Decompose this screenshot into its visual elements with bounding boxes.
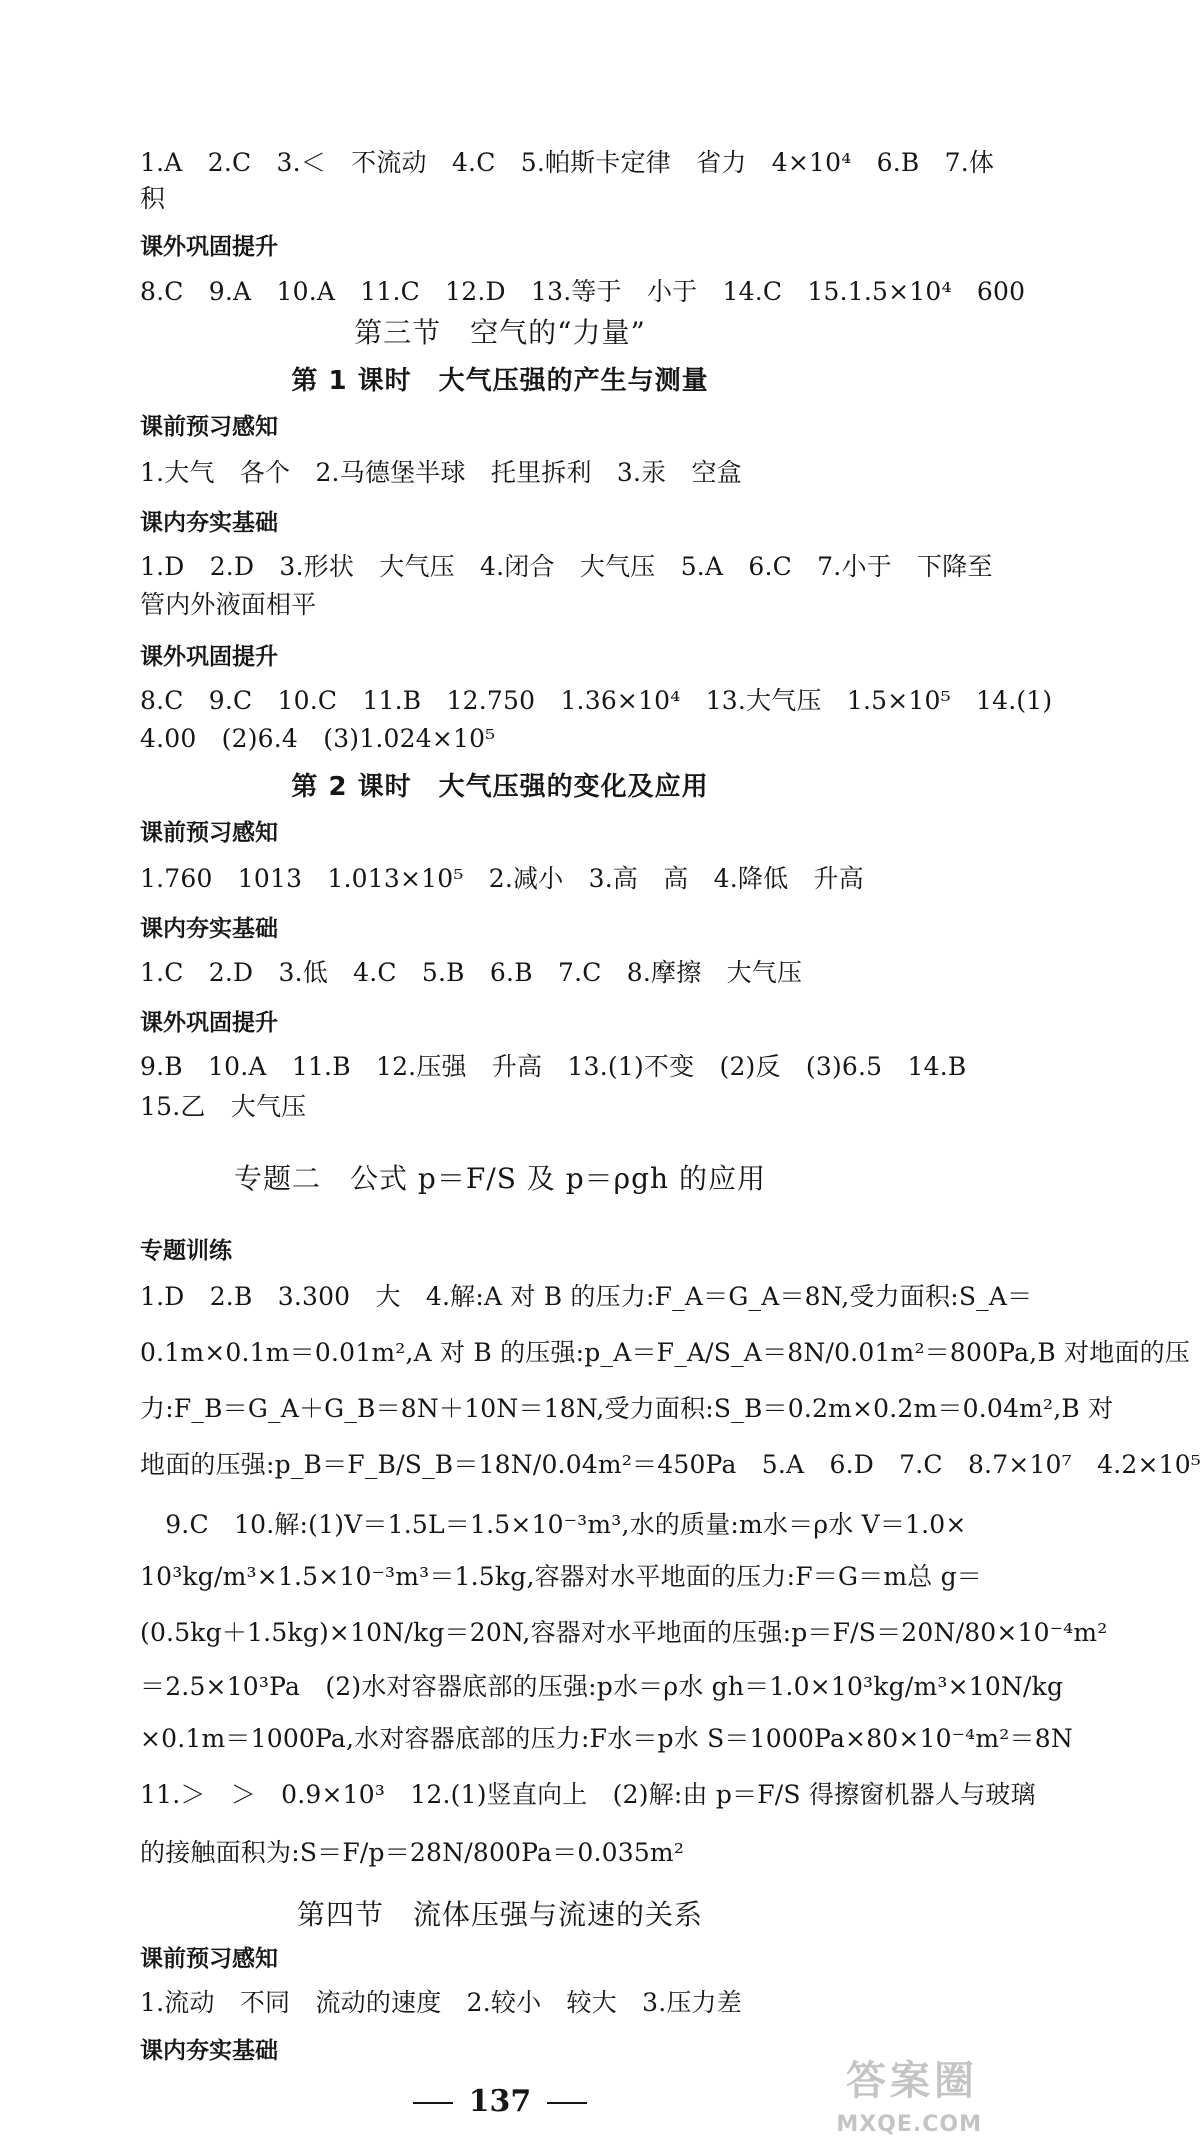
- answer-line: 0.1m×0.1m＝0.01m²,A 对 B 的压强:p_A＝F_A/S_A＝8N/0.01m²＝800Pa,B 对地面的压: [140, 1338, 1191, 1367]
- answer-line: 地面的压强:p_B＝F_B/S_B＝18N/0.04m²＝450Pa 5.A 6.D 7.C 8.7×10⁷ 4.2×10⁵: [140, 1450, 1201, 1479]
- answer-line: 力:F_B＝G_A＋G_B＝8N＋10N＝18N,受力面积:S_B＝0.2m×0.2m＝0.04m²,B 对: [140, 1394, 1114, 1423]
- answer-line: (0.5kg＋1.5kg)×10N/kg＝20N,容器对水平地面的压强:p＝F/S＝20N/80×10⁻⁴m²: [140, 1618, 1108, 1647]
- answer-line: 1.D 2.B 3.300 大 4.解:A 对 B 的压力:F_A＝G_A＝8N,受力面积:S_A＝: [140, 1282, 1033, 1311]
- answer-line: 的接触面积为:S＝F/p＝28N/800Pa＝0.035m²: [140, 1838, 685, 1867]
- answer-line: 9.B 10.A 11.B 12.压强 升高 13.(1)不变 (2)反 (3)6.5 14.B: [140, 1052, 967, 1081]
- section-heading: 课前预习感知: [140, 414, 278, 440]
- answer-line: 1.760 1013 1.013×10⁵ 2.减小 3.高 高 4.降低 升高: [140, 864, 864, 893]
- answer-line: 8.C 9.A 10.A 11.C 12.D 13.等于 小于 14.C 15.1.5×10⁴ 600: [140, 277, 1026, 306]
- lesson-title: 第 1 课时 大气压强的产生与测量: [291, 366, 709, 396]
- section-heading: 课内夯实基础: [140, 2038, 278, 2064]
- lesson-title: 第 2 课时 大气压强的变化及应用: [291, 772, 709, 802]
- answer-line: 10³kg/m³×1.5×10⁻³m³＝1.5kg,容器对水平地面的压力:F＝G＝m总 g＝: [140, 1562, 983, 1591]
- answer-line: 4.00 (2)6.4 (3)1.024×10⁵: [140, 724, 496, 753]
- section-heading: 课外巩固提升: [140, 644, 278, 670]
- answer-line: 积: [140, 184, 166, 213]
- dash-divider: [547, 2102, 587, 2104]
- answer-line: 管内外液面相平: [140, 590, 317, 619]
- section-heading: 课外巩固提升: [140, 1010, 278, 1036]
- section-heading: 课前预习感知: [140, 1946, 278, 1972]
- answer-line: 11.＞ ＞ 0.9×10³ 12.(1)竖直向上 (2)解:由 p＝F/S 得擦窗机器人与玻璃: [140, 1780, 1036, 1809]
- section-heading: 课前预习感知: [140, 820, 278, 846]
- answer-line: 1.大气 各个 2.马德堡半球 托里拆利 3.汞 空盒: [140, 458, 742, 487]
- watermark-logo: 答案圈 MXQE.COM: [836, 2058, 982, 2137]
- answer-line: 15.乙 大气压: [140, 1092, 307, 1121]
- dash-divider: [413, 2102, 453, 2104]
- answer-line: ＝2.5×10³Pa (2)水对容器底部的压强:p水＝ρ水 gh＝1.0×10³kg/m³×10N/kg: [140, 1672, 1064, 1701]
- answer-line: 1.A 2.C 3.＜ 不流动 4.C 5.帕斯卡定律 省力 4×10⁴ 6.B 7.体: [140, 148, 995, 177]
- answer-line: 8.C 9.C 10.C 11.B 12.750 1.36×10⁴ 13.大气压 1.5×10⁵ 14.(1): [140, 686, 1053, 715]
- section-title: 第四节 流体压强与流速的关系: [296, 1898, 703, 1931]
- section-heading: 课内夯实基础: [140, 916, 278, 942]
- topic-title: 专题二 公式 p＝F/S 及 p＝ρgh 的应用: [234, 1162, 766, 1195]
- section-heading: 专题训练: [140, 1238, 232, 1264]
- answer-line: ×0.1m＝1000Pa,水对容器底部的压力:F水＝p水 S＝1000Pa×80×10⁻⁴m²＝8N: [140, 1724, 1073, 1753]
- answer-line: 1.D 2.D 3.形状 大气压 4.闭合 大气压 5.A 6.C 7.小于 下降至: [140, 552, 993, 581]
- answer-line: 1.C 2.D 3.低 4.C 5.B 6.B 7.C 8.摩擦 大气压: [140, 958, 803, 987]
- page-number-value: 137: [468, 2084, 532, 2119]
- answer-line: 9.C 10.解:(1)V＝1.5L＝1.5×10⁻³m³,水的质量:m水＝ρ水 V＝1.0×: [140, 1510, 967, 1539]
- answer-line: 1.流动 不同 流动的速度 2.较小 较大 3.压力差: [140, 1988, 742, 2017]
- section-heading: 课外巩固提升: [140, 234, 278, 260]
- section-heading: 课内夯实基础: [140, 510, 278, 536]
- section-title: 第三节 空气的“力量”: [354, 316, 646, 349]
